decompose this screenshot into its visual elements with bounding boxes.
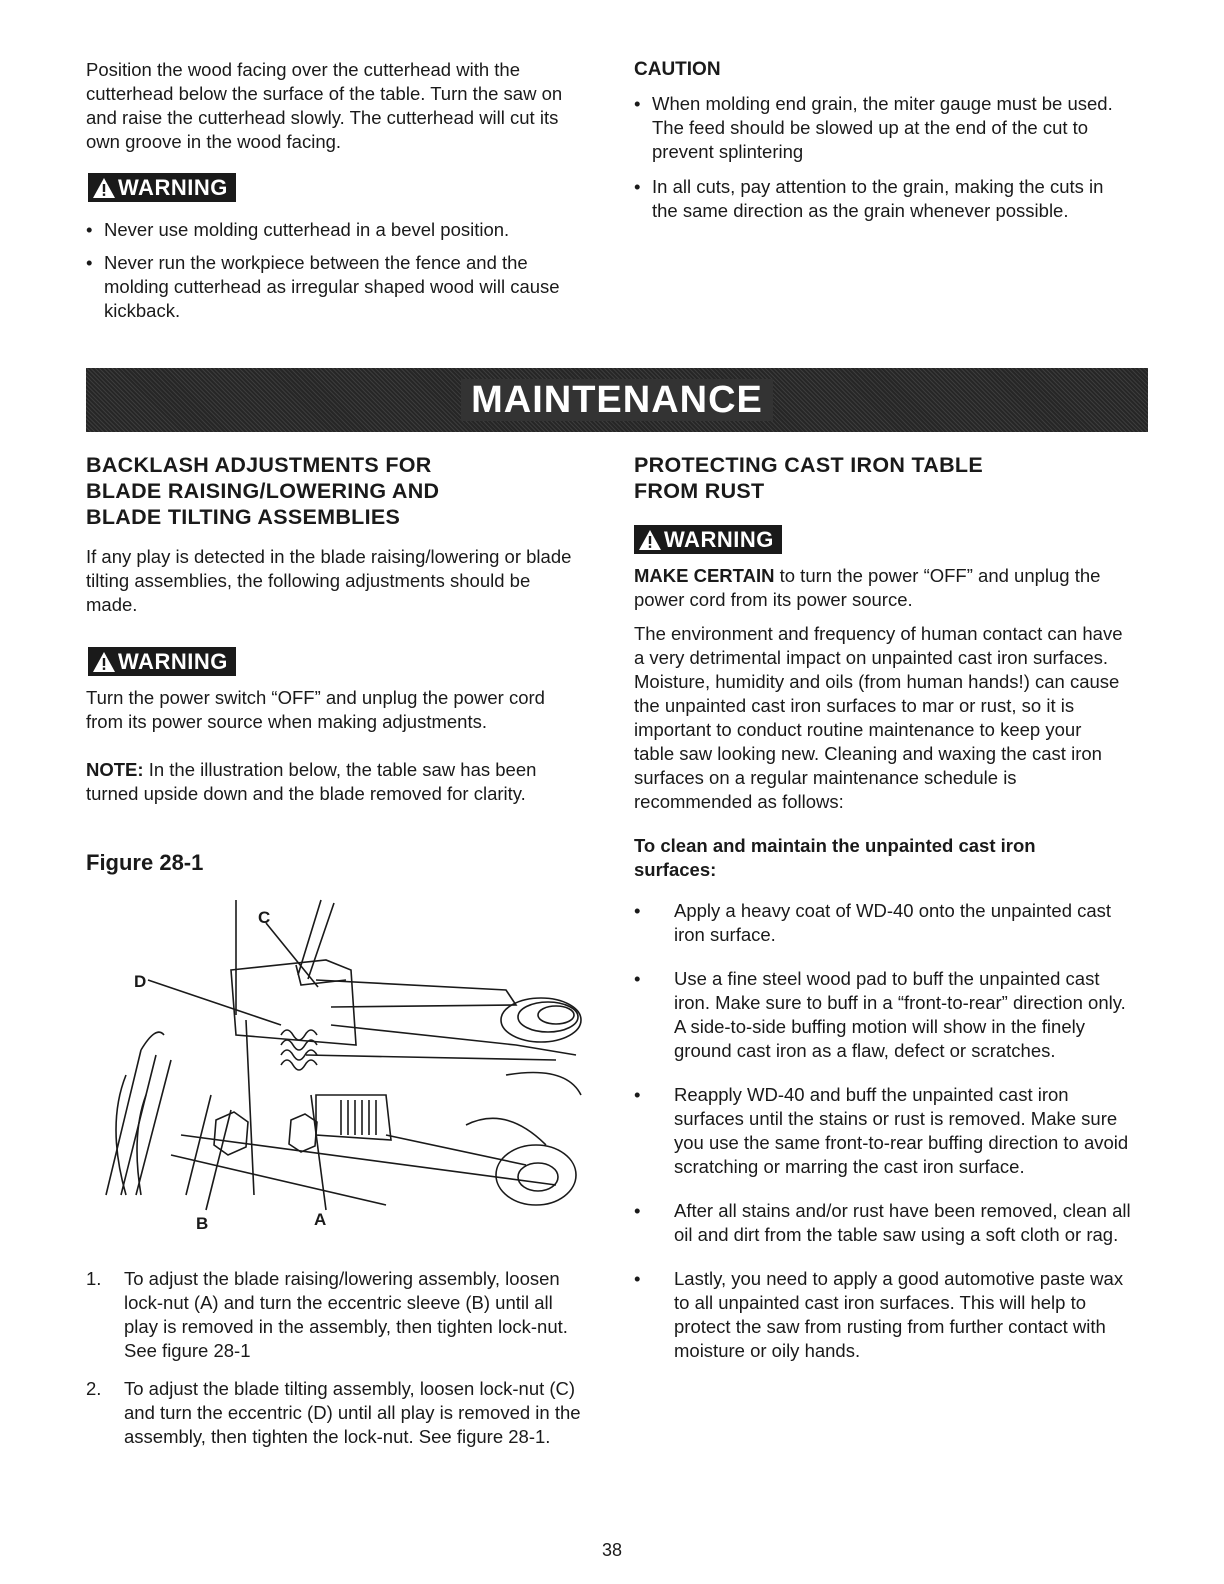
warning-label: WARNING [664,527,774,552]
step-item [86,1377,586,1449]
warning-triangle-icon [638,529,662,551]
step-number: 1. [86,1268,102,1289]
banner-title: MAINTENANCE [461,379,773,421]
note-text: In the illustration below, the table saw has been turned upside down and the blade removed for clarity. [86,759,537,804]
step-item [86,1267,586,1363]
warning-bullet: • Never use molding cutterhead in a bevel position. [86,218,586,242]
figure-label-b: B [196,1214,209,1233]
caution-label: CAUTION [634,59,721,80]
heading-line: FROM RUST [634,479,765,503]
step-text: To adjust the blade raising/lowering assembly, loosen lock-nut (A) and turn the eccentric sleeve (B) until all play is removed in the assembly, then tighten lock-nut. See figure 28-1 [124,1268,568,1361]
step-text: To adjust the blade tilting assembly, loosen lock-nut (C) and turn the eccentric (D) until all play is removed in the assembly, then tighten the lock-nut. See figure 28-1. [124,1378,581,1447]
heading-line: PROTECTING CAST IRON TABLE [634,453,984,477]
environment-paragraph: The environment and frequency of human contact can have a very detrimental impact on unpainted cast iron surfaces. Moisture, humidity and oils (from human hands!) can cause the unpainted cast iron surfaces to mar or rust, so it is important to conduct routine maintenance to keep your table saw looking new. Cleaning and waxing the cast iron surfaces on a regular maintenance schedule is recommended as follows: [634,623,1123,812]
heading-line: BLADE TILTING ASSEMBLIES [86,505,401,529]
heading-line: BLADE RAISING/LOWERING AND [86,479,440,503]
step-number: 2. [86,1378,102,1399]
backlash-heading [86,452,606,530]
figure-label-d: D [134,972,147,991]
note-paragraph [86,758,576,806]
warning-badge-left [88,647,236,676]
figure-label-c: C [258,908,271,927]
heading-line: BACKLASH ADJUSTMENTS FOR [86,453,432,477]
make-certain-text: to turn the power “OFF” and unplug the power cord from its power source. [634,565,1101,610]
note-label: NOTE: [86,759,144,780]
warning-triangle-icon [92,177,116,199]
caution-bullet: • When molding end grain, the miter gauge must be used. The feed should be slowed up at the end of the cut to prevent splintering [634,92,1134,164]
maintenance-banner [86,368,1148,432]
rust-heading [634,452,1154,504]
adjust-warning-text: Turn the power switch “OFF” and unplug the power cord from its power source when making adjustments. [86,687,545,732]
page-number: 38 [601,1540,623,1560]
figure-28-1-illustration [86,895,596,1235]
warning-bullet: • Never run the workpiece between the fence and the molding cutterhead as irregular shaped wood will cause kickback. [86,251,586,323]
clean-bullet: • Reapply WD-40 and buff the unpainted cast iron surfaces until the stains or rust is removed. Make sure you use the same front-to-rear buffing direction to avoid scratching or marring the cast iron surface. [634,1083,1134,1179]
warning-badge-top [88,173,236,202]
clean-bullet: • After all stains and/or rust have been removed, clean all oil and dirt from the table saw using a soft cloth or rag. [634,1199,1134,1247]
warning-label: WARNING [118,649,228,674]
warning-label: WARNING [118,175,228,200]
warning-triangle-icon [92,651,116,673]
backlash-intro: If any play is detected in the blade raising/lowering or blade tilting assemblies, the following adjustments should be made. [86,546,572,615]
figure-label-a: A [314,1210,327,1229]
warning-badge-right [634,525,782,554]
clean-bullet: • Apply a heavy coat of WD-40 onto the unpainted cast iron surface. [634,899,1134,947]
clean-subheading: To clean and maintain the unpainted cast iron surfaces: [634,835,1036,880]
clean-bullet: • Lastly, you need to apply a good automotive paste wax to all unpainted cast iron surfaces. This will help to protect the saw from rusting from further contact with moisture or oily hands. [634,1267,1134,1363]
make-certain-label: MAKE CERTAIN [634,565,775,586]
make-certain-paragraph [634,564,1124,612]
intro-paragraph: Position the wood facing over the cutterhead with the cutterhead below the surface of the table. Turn the saw on and raise the cutterhead slowly. The cutterhead will cut its own groove in the wood facing. [86,59,563,152]
caution-bullet: • In all cuts, pay attention to the grain, making the cuts in the same direction as the grain whenever possible. [634,175,1134,223]
figure-title: Figure 28-1 [86,850,204,875]
clean-bullet: • Use a fine steel wood pad to buff the unpainted cast iron. Make sure to buff in a “front-to-rear” direction only. A side-to-side buffing motion will show in the finely ground cast iron as a flaw, defect or scratches. [634,967,1134,1063]
